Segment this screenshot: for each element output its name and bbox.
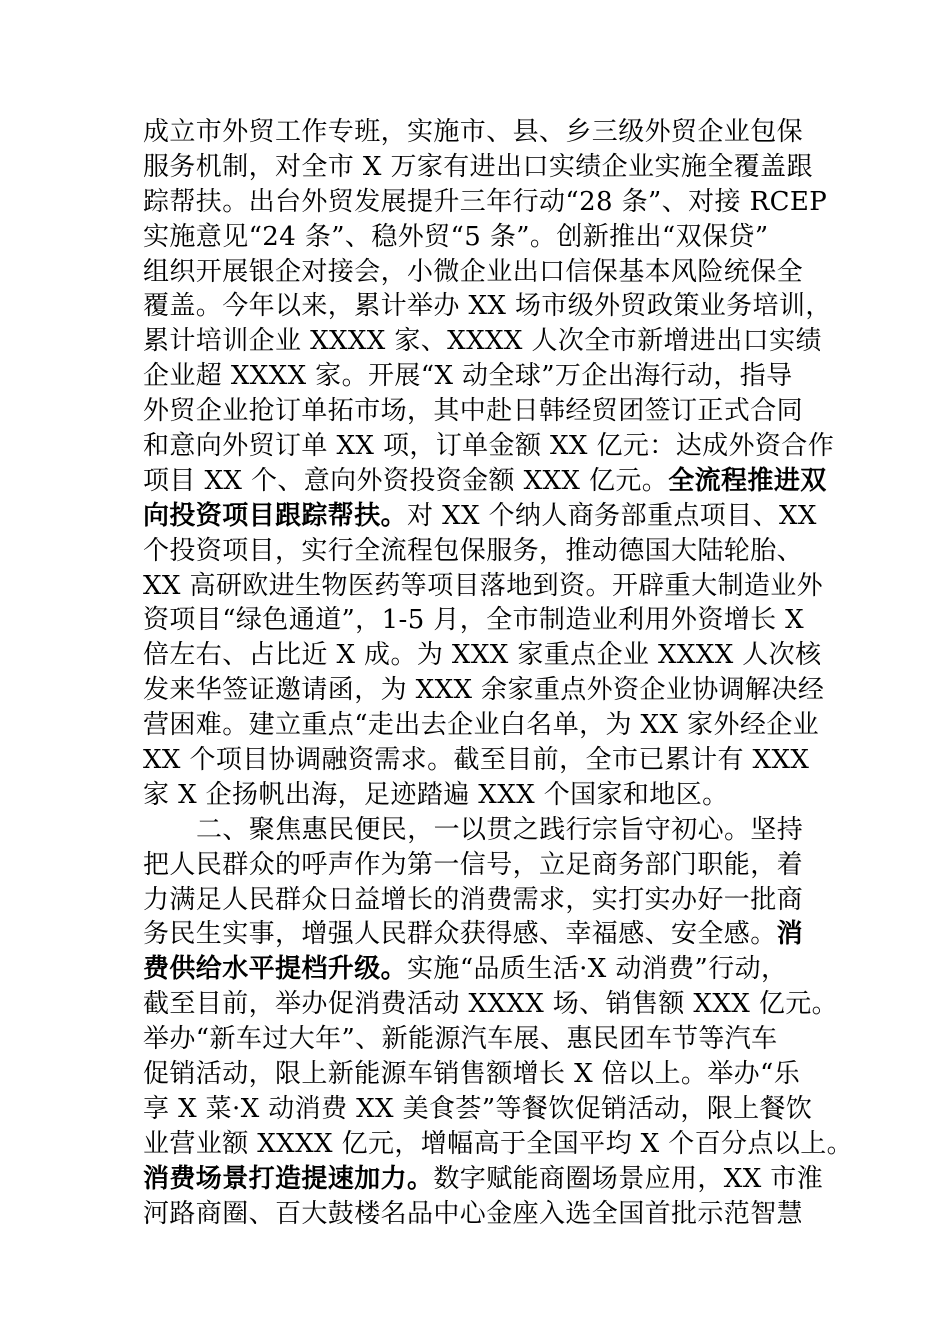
body-text: 外贸企业抢订单拓市场，其中赴日韩经贸团签订正式合同 (143, 396, 804, 427)
body-text: 发来华签证邀请函，为 XXX 余家重点外资企业协调解决经 (143, 675, 825, 706)
text-line (143, 255, 811, 290)
text-line (143, 952, 811, 987)
body-text: 倍左右、占比近 X 成。为 XXX 家重点企业 XXXX 人次核 (143, 640, 822, 671)
body-text: 家 X 企扬帆出海，足迹踏遍 XXX 个国家和地区。 (143, 779, 729, 810)
text-line (143, 708, 820, 743)
body-text: 举办“新车过大年”、新能源汽车展、惠民团车节等汽车 (143, 1024, 778, 1055)
text-line (143, 429, 835, 464)
text-line (143, 848, 811, 883)
body-text: 服务机制，对全市 X 万家有进出口实绩企业实施全覆盖跟 (143, 151, 813, 182)
text-line (143, 499, 817, 534)
body-text: 和意向外贸订单 XX 项，订单金额 XX 亿元：达成外资合作 (143, 431, 835, 462)
text-line (143, 394, 811, 429)
body-text: 促销活动，限上新能源车销售额增长 X 倍以上。举办“乐 (143, 1059, 801, 1090)
text-line (143, 289, 832, 324)
text-line (143, 185, 828, 220)
body-text: 企业超 XXXX 家。开展“X 动全球”万企出海行动，指导 (143, 361, 793, 392)
text-line (143, 534, 811, 569)
body-text: 实施“品质生活·X 动消费”行动， (407, 954, 788, 985)
body-text: 踪帮扶。出台外贸发展提升三年行动“28 条”、对接 RCEP (143, 186, 828, 217)
text-line (143, 359, 811, 394)
text-line (143, 778, 811, 813)
body-text: 营困难。建立重点“走出去企业白名单，为 XX 家外经企业 (143, 710, 820, 741)
body-text: 务民生实事，增强人民群众获得感、幸福感、安全感。 (143, 919, 777, 950)
body-text: 数字赋能商圈场景应用，XX 市淮 (433, 1163, 824, 1194)
bold-heading-text: 消费场景打造提速加力。 (143, 1163, 434, 1194)
body-text: 享 X 菜·X 动消费 XX 美食荟”等餐饮促销活动，限上餐饮 (143, 1093, 813, 1124)
body-text: 累计培训企业 XXXX 家、XXXX 人次全市新增进出口实绩 (143, 326, 822, 357)
text-line (143, 1057, 811, 1092)
text-line (143, 150, 811, 185)
text-line (143, 987, 839, 1022)
body-text: 覆盖。今年以来，累计举办 XX 场市级外贸政策业务培训， (143, 291, 832, 322)
text-line (143, 1197, 811, 1232)
body-text: 河路商圈、百大鼓楼名品中心金座入选全国首批示范智慧 (143, 1198, 804, 1229)
body-text: 截至目前，举办促消费活动 XXXX 场、销售额 XXX 亿元。 (143, 989, 839, 1020)
body-text: 力满足人民群众日益增长的消费需求，实打实办好一批商 (143, 884, 804, 915)
bold-heading-text: 向投资项目跟踪帮扶。 (143, 500, 408, 531)
body-text: 对 XX 个纳人商务部重点项目、XX (407, 500, 817, 531)
bold-heading-text: 全流程推进双 (668, 465, 827, 496)
text-line (143, 883, 811, 918)
body-text: 成立市外贸工作专班，实施市、县、乡三级外贸企业包保 (143, 117, 804, 147)
text-line (143, 220, 811, 255)
text-line (143, 673, 825, 708)
text-line (143, 813, 811, 848)
body-text: 业营业额 XXXX 亿元，增幅高于全国平均 X 个百分点以上。 (143, 1128, 854, 1159)
body-text: XX 个项目协调融资需求。截至目前，全市已累计有 XXX (143, 745, 810, 776)
body-text: 把人民群众的呼声作为第一信号，立足商务部门职能，着 (143, 849, 804, 880)
text-line (143, 464, 827, 499)
body-text: 组织开展银企对接会，小微企业出口信保基本风险统保全 (143, 256, 804, 287)
body-text: 资项目“绿色通道”，1-5 月，全市制造业利用外资增长 X (143, 605, 805, 636)
bold-heading-text: 消 (776, 919, 804, 950)
text-line (143, 115, 811, 150)
text-line (143, 1092, 811, 1127)
body-text: 二、聚焦惠民便民，一以贯之践行宗旨守初心。坚持 (196, 814, 804, 845)
body-text: 实施意见“24 条”、稳外贸“5 条”。创新推出“双保贷” (143, 221, 769, 252)
body-text: 项目 XX 个、意向外资投资金额 XXX 亿元。 (143, 465, 669, 496)
text-line (143, 569, 824, 604)
text-line (143, 1162, 824, 1197)
text-line (143, 1127, 854, 1162)
text-line (143, 917, 811, 952)
text-line (143, 638, 822, 673)
text-line (143, 324, 822, 359)
text-line (143, 1022, 811, 1057)
text-line (143, 743, 811, 778)
body-text: XX 高研欧进生物医药等项目落地到资。开辟重大制造业外 (143, 570, 824, 601)
text-line (143, 603, 811, 638)
document-body (143, 115, 854, 1232)
bold-heading-text: 费供给水平提档升级。 (143, 954, 408, 985)
body-text: 个投资项目，实行全流程包保服务，推动德国大陆轮胎、 (143, 535, 804, 566)
